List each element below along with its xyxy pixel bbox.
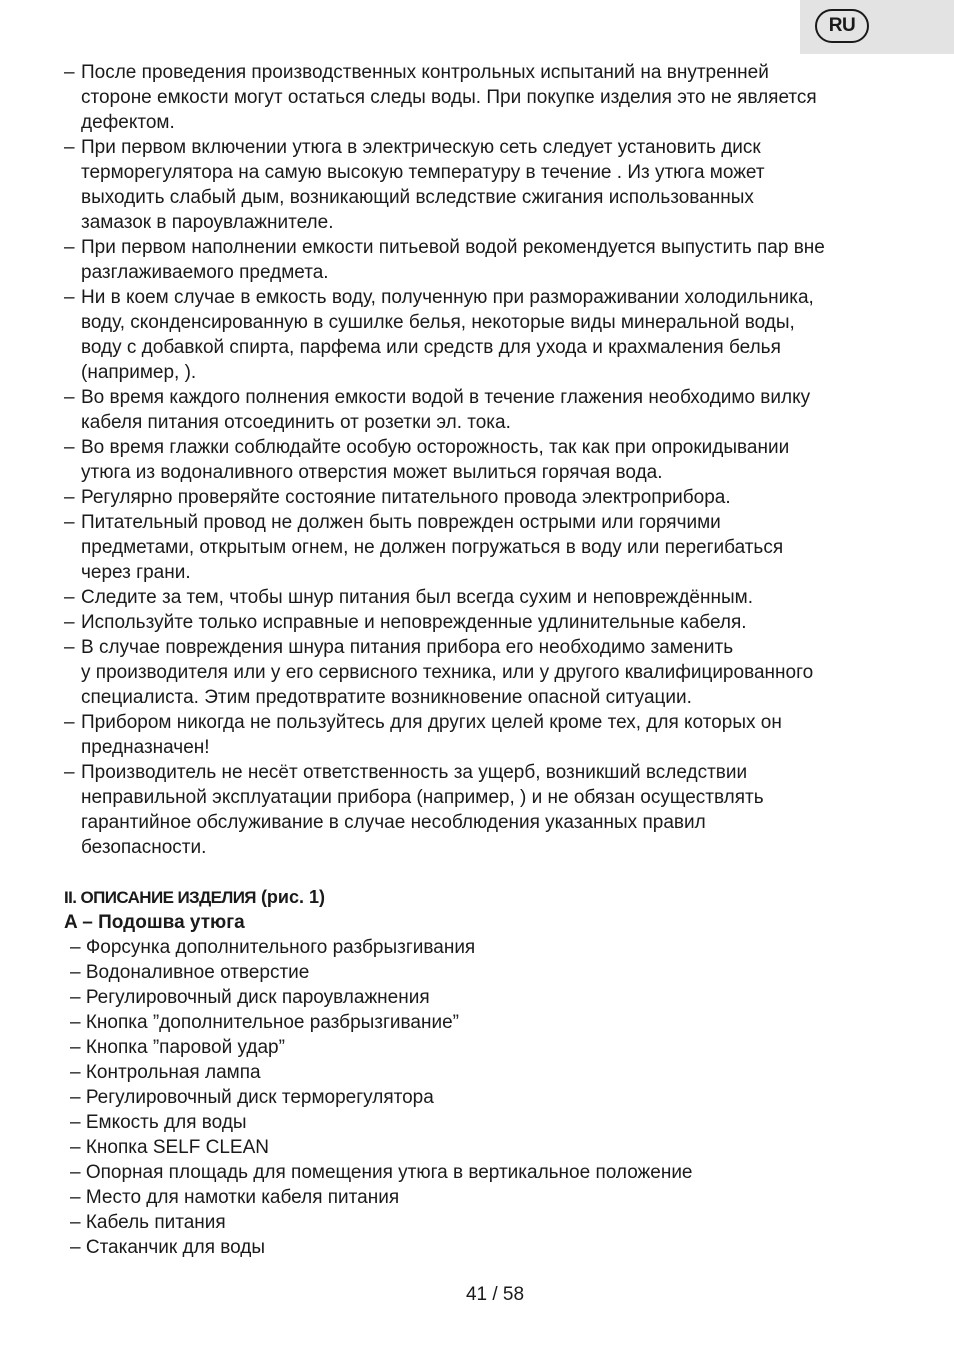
warning-line: Прибором никогда не пользуйтесь для других целей кроме тех, для которых он <box>81 712 782 733</box>
warning-line: В случае повреждения шнура питания прибора его необходимо заменить <box>81 637 734 658</box>
document-body <box>64 60 904 1260</box>
list-dash: – <box>64 387 75 408</box>
warning-line: Питательный провод не должен быть поврежден острыми или горячими <box>81 512 721 533</box>
list-dash: – <box>64 137 75 158</box>
warning-line: дефектом. <box>81 112 175 133</box>
list-dash: – <box>64 612 75 633</box>
part-item: – Контрольная лампа <box>70 1062 261 1083</box>
section-title-main: II. ОПИСАНИЕ ИЗДЕЛИЯ <box>64 888 256 907</box>
section-title-suffix: (рис. 1) <box>255 887 326 907</box>
warning-line: выходить слабый дым, возникающий вследствие сжигания использованных <box>81 187 754 208</box>
warning-line: стороне емкости могут остаться следы воды. При покупке изделия это не является <box>81 87 817 108</box>
list-dash: – <box>64 62 75 83</box>
warning-line: предназначен! <box>81 737 210 758</box>
part-item: – Кнопка ”паровой удар” <box>70 1037 285 1058</box>
warning-line: кабеля питания отсоединить от розетки эл. тока. <box>81 412 511 433</box>
warning-line: Во время глажки соблюдайте особую осторожность, так как при опрокидывании <box>81 437 790 458</box>
warning-line: воду с добавкой спирта, парфема или средств для ухода и крахмаления белья <box>81 337 781 358</box>
part-item: – Кнопка SELF CLEAN <box>70 1137 269 1158</box>
warning-item <box>64 760 904 860</box>
list-dash: – <box>64 712 75 733</box>
warning-item <box>64 710 904 760</box>
warning-line: предметами, открытым огнем, не должен погружаться в воду или перегибаться <box>81 537 784 558</box>
warning-line: При первом наполнении емкости питьевой водой рекомендуется выпустить пар вне <box>81 237 825 258</box>
list-dash: – <box>64 637 75 658</box>
part-item: – Кнопка ”дополнительное разбрызгивание” <box>70 1012 459 1033</box>
warning-item <box>64 510 904 585</box>
warning-line: При первом включении утюга в электрическую сеть следует установить диск <box>81 137 761 158</box>
warning-line: разглаживаемого предмета. <box>81 262 329 283</box>
list-dash: – <box>64 487 75 508</box>
safety-warnings-list <box>64 60 904 860</box>
warning-item <box>64 60 904 135</box>
warning-item <box>64 285 904 385</box>
warning-line: у производителя или у его сервисного техника, или у другого квалифицированного <box>81 662 814 683</box>
warning-line: Используйте только исправные и неповрежденные удлинительные кабеля. <box>81 612 747 633</box>
list-dash: – <box>64 237 75 258</box>
warning-item <box>64 385 904 435</box>
list-dash: – <box>64 587 75 608</box>
warning-item <box>64 435 904 485</box>
part-item: – Регулировочный диск пароувлажнения <box>70 987 430 1008</box>
warning-item <box>64 135 904 235</box>
warning-line: замазок в пароувлажнителе. <box>81 212 334 233</box>
part-item: – Емкость для воды <box>70 1112 247 1133</box>
warning-line: терморегулятора на самую высокую температуру в течение . Из утюга может <box>81 162 765 183</box>
part-item: – Водоналивное отверстие <box>70 962 310 983</box>
warning-line: Регулярно проверяйте состояние питательного провода электроприбора. <box>81 487 731 508</box>
part-a-label: A – Подошва утюга <box>64 912 245 933</box>
language-badge: RU <box>815 9 869 43</box>
warning-line: После проведения производственных контрольных испытаний на внутренней <box>81 62 769 83</box>
list-dash: – <box>64 762 75 783</box>
warning-line: неправильной эксплуатации прибора (например, ) и не обязан осуществлять <box>81 787 764 808</box>
warning-line: воду, сконденсированную в сушилке белья, некоторые виды минеральной воды, <box>81 312 795 333</box>
parts-list <box>64 935 904 1260</box>
page-number: 41 / 58 <box>465 1284 525 1305</box>
part-item: – Форсунка дополнительного разбрызгивания <box>70 937 476 958</box>
warning-line: Производитель не несёт ответственность за ущерб, возникший вследствии <box>81 762 748 783</box>
warning-line: Ни в коем случае в емкость воду, полученную при размораживании холодильника, <box>81 287 814 308</box>
warning-item <box>64 585 904 610</box>
list-dash: – <box>64 437 75 458</box>
part-item: – Стаканчик для воды <box>70 1237 266 1258</box>
part-item: – Опорная площадь для помещения утюга в вертикальное положение <box>70 1162 693 1183</box>
warning-line: гарантийное обслуживание в случае несоблюдения указанных правил <box>81 812 706 833</box>
list-dash: – <box>64 512 75 533</box>
part-item: – Кабель питания <box>70 1212 226 1233</box>
warning-line: (например, ). <box>81 362 197 383</box>
warning-line: через грани. <box>81 562 191 583</box>
warning-line: Во время каждого полнения емкости водой в течение глажения необходимо вилку <box>81 387 811 408</box>
warning-item <box>64 635 904 710</box>
warning-line: специалиста. Этим предотвратите возникновение опасной ситуации. <box>81 687 692 708</box>
part-item: – Регулировочный диск терморегулятора <box>70 1087 434 1108</box>
section-title <box>64 885 904 910</box>
warning-item <box>64 610 904 635</box>
warning-line: безопасности. <box>81 837 207 858</box>
warning-line: Следите за тем, чтобы шнур питания был всегда сухим и неповреждённым. <box>81 587 753 608</box>
warning-item <box>64 485 904 510</box>
warning-item <box>64 235 904 285</box>
list-dash: – <box>64 287 75 308</box>
part-item: – Место для намотки кабеля питания <box>70 1187 400 1208</box>
warning-line: утюга из водоналивного отверстия может вылиться горячая вода. <box>81 462 663 483</box>
